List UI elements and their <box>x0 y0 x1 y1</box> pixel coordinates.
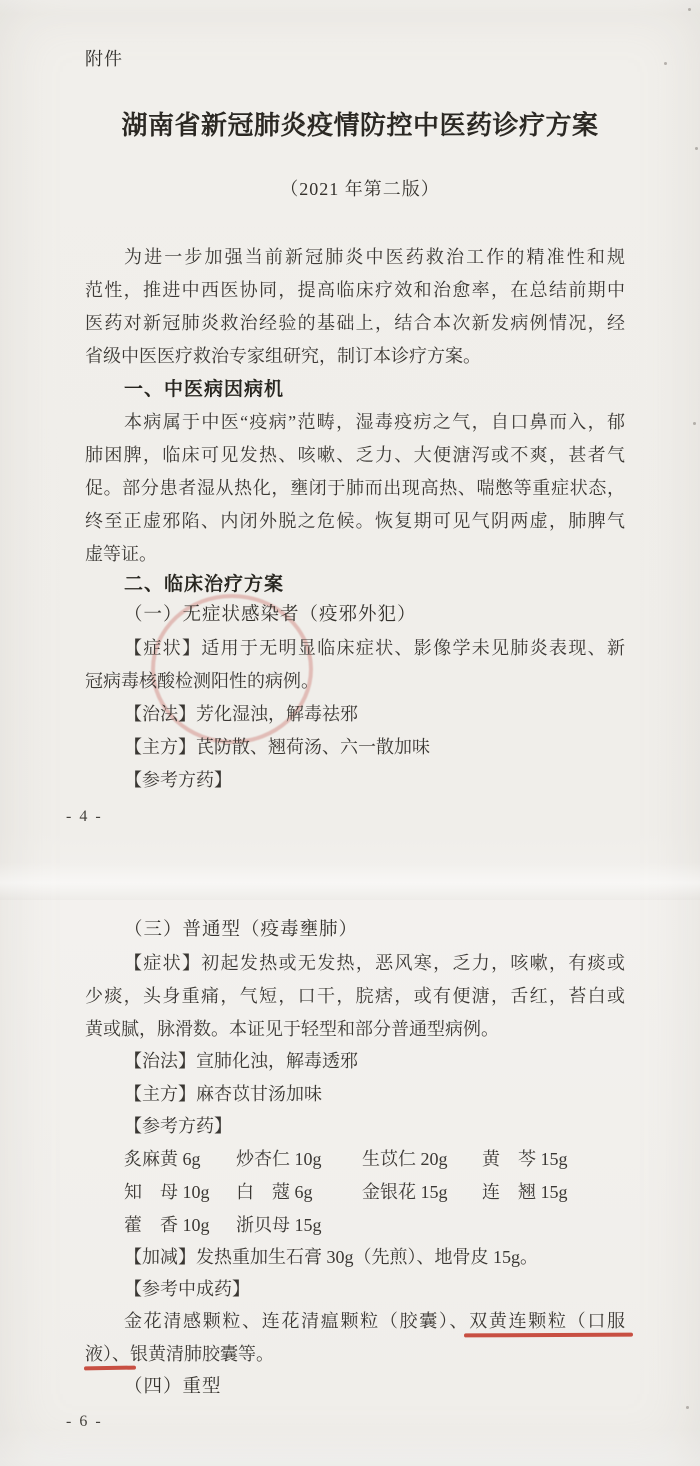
intro-line: 省级中医医疗救治专家组研究，制订本诊疗方案。 <box>85 346 481 366</box>
therapy-line: 【治法】芳化湿浊，解毒祛邪 <box>124 704 358 724</box>
etiology-line: 本病属于中医“疫病”范畴，湿毒疫疠之气，自口鼻而入，郁 <box>124 412 625 432</box>
red-underline-mark <box>464 1333 633 1338</box>
scan-speck <box>664 62 667 65</box>
symptom-line: 冠病毒核酸检测阳性的病例。 <box>85 671 319 691</box>
intro-line: 范性，推进中西医协同，提高临床疗效和治愈率，在总结前期中 <box>85 280 625 300</box>
page-break-seam <box>0 862 700 900</box>
page-number-6: - 6 - <box>66 1413 103 1430</box>
reference-label: 【参考方药】 <box>124 1116 232 1136</box>
etiology-line: 终至正虚邪陷、内闭外脱之危候。恢复期可见气阴两虚，肺脾气 <box>85 511 625 531</box>
herb-item: 炒杏仁 10g <box>236 1149 322 1169</box>
herb-item: 生苡仁 20g <box>362 1149 448 1169</box>
section-heading-etiology: 一、中医病因病机 <box>124 379 285 400</box>
subsection-heading-severe-type: （四）重型 <box>124 1377 222 1397</box>
herb-item: 黄 芩 15g <box>482 1149 568 1169</box>
patent-medicine-line <box>85 1341 625 1367</box>
underlined-drug-name: 双黄连颗粒（口服 <box>469 1311 626 1331</box>
herb-item: 白 蔻 6g <box>236 1182 313 1202</box>
herb-item: 藿 香 10g <box>124 1215 210 1235</box>
intro-line: 为进一步加强当前新冠肺炎中医药救治工作的精准性和规 <box>124 247 625 267</box>
patent-drugs-text: 金花清感颗粒、连花清瘟颗粒（胶囊）、 <box>124 1311 470 1331</box>
etiology-line: 虚等证。 <box>85 544 157 564</box>
symptom-line: 【症状】初起发热或无发热，恶风寒，乏力，咳嗽，有痰或 <box>124 953 625 973</box>
etiology-line: 促。部分患者湿从热化，壅闭于肺而出现高热、喘憋等重症状态， <box>85 478 625 498</box>
herb-item: 炙麻黄 6g <box>124 1149 201 1169</box>
symptom-line: 黄或腻，脉滑数。本证见于轻型和部分普通型病例。 <box>85 1019 499 1039</box>
scan-speck <box>686 1406 689 1409</box>
symptom-line: 【症状】适用于无明显临床症状、影像学未见肺炎表现、新 <box>124 638 625 658</box>
scan-speck <box>695 147 698 150</box>
patent-drugs-text: 银黄清肺胶囊等。 <box>130 1344 274 1364</box>
patent-medicine-line <box>85 1308 625 1334</box>
page-number-4: - 4 - <box>66 808 103 825</box>
herb-item: 金银花 15g <box>362 1182 448 1202</box>
document-edition: （2021 年第二版） <box>280 179 440 199</box>
formula-line: 【主方】麻杏苡甘汤加味 <box>124 1084 322 1104</box>
subsection-heading-common-type: （三）普通型（疫毒壅肺） <box>124 920 359 940</box>
patent-medicine-label: 【参考中成药】 <box>124 1279 250 1299</box>
section-heading-treatment: 二、临床治疗方案 <box>124 574 285 595</box>
modification-line: 【加减】发热重加生石膏 30g（先煎）、地骨皮 15g。 <box>124 1247 538 1267</box>
subsection-heading-asymptomatic: （一）无症状感染者（疫邪外犯） <box>124 605 417 625</box>
symptom-line: 少痰，头身重痛，气短，口干，脘痞，或有便溏，舌红，苔白或 <box>85 986 625 1006</box>
attachment-label: 附件 <box>85 49 123 69</box>
herb-item: 连 翘 15g <box>482 1182 568 1202</box>
herb-item: 浙贝母 15g <box>236 1215 322 1235</box>
reference-label: 【参考方药】 <box>124 770 232 790</box>
herb-item: 知 母 10g <box>124 1182 210 1202</box>
intro-line: 医药对新冠肺炎救治经验的基础上，结合本次新发病例情况，经 <box>85 313 625 333</box>
etiology-line: 肺困脾，临床可见发热、咳嗽、乏力、大便溏泻或不爽，甚者气 <box>85 445 625 465</box>
scan-speck <box>693 422 696 425</box>
document-title: 湖南省新冠肺炎疫情防控中医药诊疗方案 <box>121 111 599 140</box>
scan-speck <box>688 8 691 11</box>
underlined-drug-name: 液）、 <box>85 1344 130 1364</box>
therapy-line: 【治法】宣肺化浊，解毒透邪 <box>124 1051 358 1071</box>
formula-line: 【主方】芪防散、翘荷汤、六一散加味 <box>124 737 430 757</box>
red-underline-mark <box>84 1366 136 1371</box>
